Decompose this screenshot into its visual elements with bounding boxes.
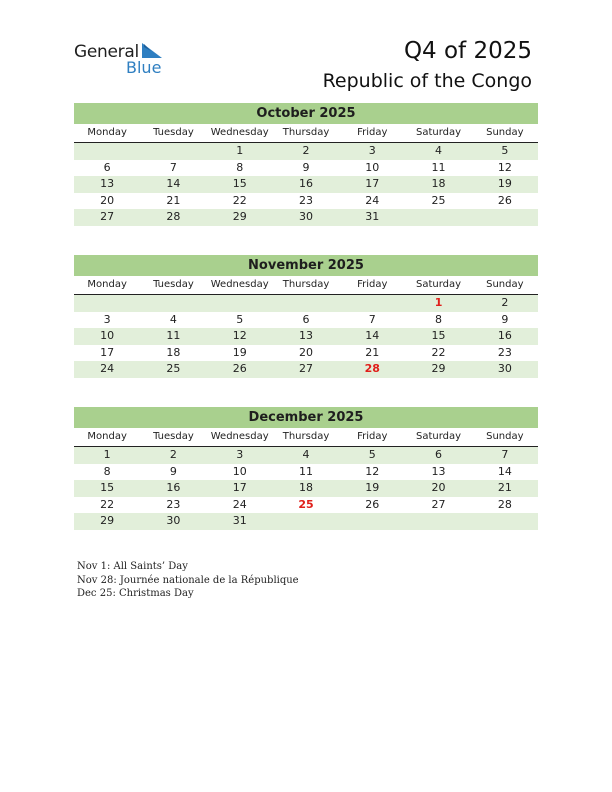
date-cell: 2	[169, 448, 177, 461]
date-cell: 6	[302, 312, 310, 326]
date-cell: 10	[365, 160, 380, 174]
date-cell: 16	[166, 481, 181, 494]
date-cell: 25	[431, 193, 446, 207]
date-cell: 22	[431, 345, 446, 359]
week-row	[74, 480, 538, 497]
weekday-label: Thursday	[282, 127, 330, 138]
week-row	[74, 345, 538, 362]
date-cell: 27	[431, 497, 446, 511]
date-cell: 17	[232, 481, 247, 494]
date-cell: 10	[232, 464, 247, 478]
logo-triangle-icon	[142, 43, 164, 59]
date-cell	[405, 209, 471, 226]
holiday-notes	[77, 560, 299, 601]
date-cell	[273, 295, 339, 312]
weekday-label: Thursday	[282, 431, 330, 442]
week-row	[74, 176, 538, 193]
week-row	[74, 209, 538, 226]
date-cell: 12	[232, 329, 247, 342]
date-cell: 11	[431, 160, 446, 174]
date-cell: 11	[298, 464, 313, 478]
weekday-header-row	[74, 428, 538, 447]
date-cell: 30	[166, 514, 181, 527]
week-row	[74, 513, 538, 530]
weekday-label: Friday	[357, 127, 388, 138]
date-cell: 8	[103, 464, 111, 478]
date-cell: 1	[103, 448, 111, 461]
weekday-label: Wednesday	[210, 431, 269, 442]
logo-blue-text: Blue	[126, 58, 162, 77]
generalblue-logo	[74, 42, 174, 76]
date-cell: 26	[232, 362, 247, 375]
date-cell: 22	[232, 193, 247, 207]
date-cell: 6	[103, 160, 111, 174]
date-cell: 17	[365, 177, 380, 190]
holiday-date-cell: 28	[364, 362, 380, 375]
date-cell: 3	[103, 312, 111, 326]
month-calendar	[74, 255, 538, 378]
date-cell: 31	[365, 210, 380, 223]
date-cell: 15	[431, 329, 446, 342]
week-row	[74, 312, 538, 329]
date-cell: 21	[365, 345, 380, 359]
weekday-label: Thursday	[282, 279, 330, 290]
date-cell: 17	[100, 345, 115, 359]
date-cell: 24	[232, 497, 247, 511]
date-cell: 23	[298, 193, 313, 207]
week-row	[74, 464, 538, 481]
weekday-label: Sunday	[486, 127, 524, 138]
date-cell: 13	[100, 177, 115, 190]
date-cell: 15	[100, 481, 115, 494]
month-calendar	[74, 103, 538, 226]
date-cell: 5	[368, 448, 376, 461]
week-row	[74, 361, 538, 378]
holiday-note: Nov 28: Journée nationale de la République	[77, 574, 299, 586]
weekday-header-row	[74, 124, 538, 143]
month-calendar	[74, 407, 538, 530]
date-cell: 5	[501, 144, 509, 157]
date-cell	[339, 295, 405, 312]
month-title: October 2025	[74, 103, 538, 124]
date-cell: 11	[166, 329, 181, 342]
month-title: December 2025	[74, 407, 538, 428]
date-cell: 4	[435, 144, 443, 157]
date-cell	[74, 295, 140, 312]
month-title: November 2025	[74, 255, 538, 276]
date-cell: 19	[365, 481, 380, 494]
date-cell: 13	[431, 464, 446, 478]
date-cell: 2	[302, 144, 310, 157]
week-row	[74, 193, 538, 210]
weekday-label: Monday	[87, 279, 127, 290]
date-cell: 21	[497, 481, 512, 494]
weekday-label: Monday	[87, 127, 127, 138]
date-cell: 19	[497, 177, 512, 190]
date-cell: 25	[166, 362, 181, 375]
date-cell: 6	[435, 448, 443, 461]
date-cell	[405, 513, 471, 530]
date-cell: 3	[236, 448, 244, 461]
date-cell	[339, 513, 405, 530]
holiday-note: Dec 25: Christmas Day	[77, 588, 194, 599]
date-cell: 9	[302, 160, 310, 174]
page-title: Q4 of 2025	[403, 38, 532, 64]
date-cell: 5	[236, 312, 244, 326]
date-cell: 19	[232, 345, 247, 359]
date-cell: 21	[166, 193, 181, 207]
date-cell: 20	[431, 481, 446, 494]
holiday-date-cell: 1	[434, 296, 443, 309]
date-cell: 23	[166, 497, 181, 511]
date-cell: 27	[298, 362, 313, 375]
country-name: Republic of the Congo	[322, 70, 532, 92]
date-cell: 22	[100, 497, 115, 511]
date-cell: 14	[166, 177, 181, 190]
weekday-label: Friday	[357, 431, 388, 442]
date-cell: 26	[497, 193, 512, 207]
date-cell: 28	[497, 497, 512, 511]
date-cell	[140, 295, 206, 312]
date-cell: 15	[232, 177, 247, 190]
weekday-label: Saturday	[416, 431, 462, 442]
weekday-header-row	[74, 276, 538, 295]
date-cell: 8	[236, 160, 244, 174]
date-cell: 24	[365, 193, 380, 207]
weekday-label: Tuesday	[153, 127, 194, 138]
weekday-label: Friday	[357, 279, 388, 290]
date-cell: 12	[497, 160, 512, 174]
week-row	[74, 328, 538, 345]
date-cell: 9	[501, 312, 509, 326]
date-cell: 18	[431, 177, 446, 190]
date-cell: 29	[232, 210, 247, 223]
weekday-label: Saturday	[416, 127, 462, 138]
date-cell: 7	[368, 312, 376, 326]
date-cell: 20	[100, 193, 115, 207]
weekday-label: Monday	[87, 431, 127, 442]
date-cell	[273, 513, 339, 530]
date-cell: 30	[298, 210, 313, 223]
date-cell: 16	[298, 177, 313, 190]
date-cell: 1	[236, 144, 244, 157]
date-cell	[140, 143, 206, 160]
date-cell: 26	[365, 497, 380, 511]
date-cell: 14	[365, 329, 380, 342]
holiday-date-cell: 25	[298, 497, 314, 511]
date-cell: 18	[298, 481, 313, 494]
weekday-label: Sunday	[486, 431, 524, 442]
date-cell: 4	[169, 312, 177, 326]
date-cell: 23	[497, 345, 512, 359]
weekday-label: Wednesday	[210, 279, 269, 290]
date-cell: 13	[298, 329, 313, 342]
holiday-note: Nov 1: All Saints’ Day	[77, 561, 188, 572]
week-row	[74, 447, 538, 464]
date-cell	[207, 295, 273, 312]
date-cell: 8	[435, 312, 443, 326]
date-cell: 9	[169, 464, 177, 478]
week-row	[74, 160, 538, 177]
date-cell: 30	[497, 362, 512, 375]
date-cell: 2	[501, 296, 509, 309]
weekday-label: Tuesday	[153, 431, 194, 442]
date-cell: 29	[100, 514, 115, 527]
weekday-label: Tuesday	[153, 279, 194, 290]
date-cell: 31	[232, 514, 247, 527]
weekday-label: Saturday	[416, 279, 462, 290]
date-cell	[472, 513, 538, 530]
date-cell	[74, 143, 140, 160]
date-cell: 28	[166, 210, 181, 223]
date-cell: 27	[100, 210, 115, 223]
date-cell: 20	[298, 345, 313, 359]
date-cell: 14	[497, 464, 512, 478]
date-cell: 3	[368, 144, 376, 157]
date-cell: 18	[166, 345, 181, 359]
date-cell: 4	[302, 448, 310, 461]
date-cell: 7	[169, 160, 177, 174]
date-cell	[472, 209, 538, 226]
weekday-label: Sunday	[486, 279, 524, 290]
logo-general-text: General	[74, 42, 139, 62]
weekday-label: Wednesday	[210, 127, 269, 138]
date-cell: 10	[100, 329, 115, 342]
week-row	[74, 295, 538, 312]
week-row	[74, 497, 538, 514]
date-cell: 24	[100, 362, 115, 375]
date-cell: 29	[431, 362, 446, 375]
date-cell: 16	[497, 329, 512, 342]
date-cell: 12	[365, 464, 380, 478]
date-cell: 7	[501, 448, 509, 461]
week-row	[74, 143, 538, 160]
